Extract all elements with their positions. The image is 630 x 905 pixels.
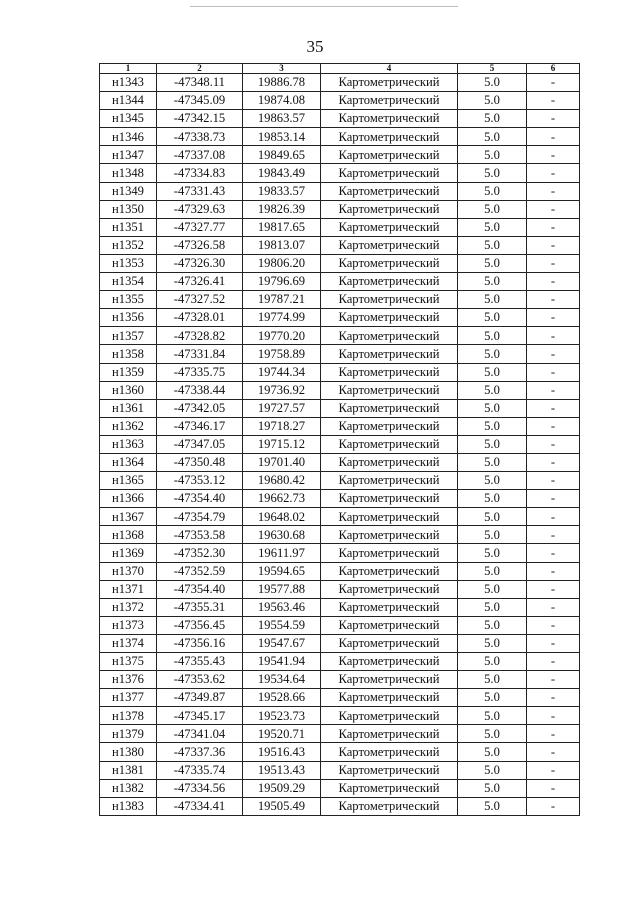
point-id-cell: н1365 bbox=[100, 472, 157, 490]
accuracy-cell: 5.0 bbox=[458, 128, 527, 146]
note-cell: - bbox=[527, 399, 580, 417]
y-coordinate-cell: 19554.59 bbox=[243, 616, 321, 634]
accuracy-cell: 5.0 bbox=[458, 435, 527, 453]
x-coordinate-cell: -47335.74 bbox=[157, 761, 243, 779]
x-coordinate-cell: -47345.09 bbox=[157, 92, 243, 110]
table-row bbox=[100, 74, 580, 92]
y-coordinate-cell: 19817.65 bbox=[243, 218, 321, 236]
x-coordinate-cell: -47326.41 bbox=[157, 273, 243, 291]
point-id-cell: н1351 bbox=[100, 218, 157, 236]
method-cell: Картометрический bbox=[321, 345, 458, 363]
note-cell: - bbox=[527, 254, 580, 272]
note-cell: - bbox=[527, 345, 580, 363]
x-coordinate-cell: -47345.17 bbox=[157, 707, 243, 725]
y-coordinate-cell: 19680.42 bbox=[243, 472, 321, 490]
point-id-cell: н1380 bbox=[100, 743, 157, 761]
x-coordinate-cell: -47341.04 bbox=[157, 725, 243, 743]
method-cell: Картометрический bbox=[321, 472, 458, 490]
method-cell: Картометрический bbox=[321, 761, 458, 779]
point-id-cell: н1366 bbox=[100, 490, 157, 508]
method-cell: Картометрический bbox=[321, 291, 458, 309]
accuracy-cell: 5.0 bbox=[458, 743, 527, 761]
method-cell: Картометрический bbox=[321, 653, 458, 671]
accuracy-cell: 5.0 bbox=[458, 490, 527, 508]
accuracy-cell: 5.0 bbox=[458, 580, 527, 598]
accuracy-cell: 5.0 bbox=[458, 797, 527, 815]
note-cell: - bbox=[527, 92, 580, 110]
method-cell: Картометрический bbox=[321, 309, 458, 327]
accuracy-cell: 5.0 bbox=[458, 616, 527, 634]
method-cell: Картометрический bbox=[321, 453, 458, 471]
y-coordinate-cell: 19886.78 bbox=[243, 74, 321, 92]
point-id-cell: н1376 bbox=[100, 671, 157, 689]
point-id-cell: н1367 bbox=[100, 508, 157, 526]
table-row bbox=[100, 164, 580, 182]
note-cell: - bbox=[527, 689, 580, 707]
point-id-cell: н1371 bbox=[100, 580, 157, 598]
method-cell: Картометрический bbox=[321, 725, 458, 743]
y-coordinate-cell: 19509.29 bbox=[243, 779, 321, 797]
x-coordinate-cell: -47353.12 bbox=[157, 472, 243, 490]
method-cell: Картометрический bbox=[321, 671, 458, 689]
table-row bbox=[100, 146, 580, 164]
method-cell: Картометрический bbox=[321, 74, 458, 92]
method-cell: Картометрический bbox=[321, 797, 458, 815]
note-cell: - bbox=[527, 128, 580, 146]
x-coordinate-cell: -47334.83 bbox=[157, 164, 243, 182]
x-coordinate-cell: -47356.45 bbox=[157, 616, 243, 634]
method-cell: Картометрический bbox=[321, 399, 458, 417]
point-id-cell: н1346 bbox=[100, 128, 157, 146]
table-row bbox=[100, 236, 580, 254]
page-number: 35 bbox=[306, 37, 324, 56]
point-id-cell: н1361 bbox=[100, 399, 157, 417]
method-cell: Картометрический bbox=[321, 526, 458, 544]
accuracy-cell: 5.0 bbox=[458, 218, 527, 236]
method-cell: Картометрический bbox=[321, 616, 458, 634]
y-coordinate-cell: 19833.57 bbox=[243, 182, 321, 200]
table-row bbox=[100, 472, 580, 490]
x-coordinate-cell: -47342.05 bbox=[157, 399, 243, 417]
note-cell: - bbox=[527, 273, 580, 291]
table-row bbox=[100, 743, 580, 761]
x-coordinate-cell: -47346.17 bbox=[157, 417, 243, 435]
point-id-cell: н1373 bbox=[100, 616, 157, 634]
column-header: 5 bbox=[458, 64, 527, 74]
accuracy-cell: 5.0 bbox=[458, 562, 527, 580]
accuracy-cell: 5.0 bbox=[458, 453, 527, 471]
table-row bbox=[100, 490, 580, 508]
note-cell: - bbox=[527, 453, 580, 471]
note-cell: - bbox=[527, 164, 580, 182]
column-header: 2 bbox=[157, 64, 243, 74]
table-row bbox=[100, 327, 580, 345]
note-cell: - bbox=[527, 381, 580, 399]
accuracy-cell: 5.0 bbox=[458, 598, 527, 616]
note-cell: - bbox=[527, 761, 580, 779]
accuracy-cell: 5.0 bbox=[458, 761, 527, 779]
point-id-cell: н1359 bbox=[100, 363, 157, 381]
x-coordinate-cell: -47353.58 bbox=[157, 526, 243, 544]
point-id-cell: н1357 bbox=[100, 327, 157, 345]
note-cell: - bbox=[527, 544, 580, 562]
y-coordinate-cell: 19770.20 bbox=[243, 327, 321, 345]
table-row bbox=[100, 92, 580, 110]
column-header: 3 bbox=[243, 64, 321, 74]
method-cell: Картометрический bbox=[321, 146, 458, 164]
note-cell: - bbox=[527, 671, 580, 689]
accuracy-cell: 5.0 bbox=[458, 164, 527, 182]
accuracy-cell: 5.0 bbox=[458, 381, 527, 399]
table-row bbox=[100, 634, 580, 652]
method-cell: Картометрический bbox=[321, 273, 458, 291]
point-id-cell: н1352 bbox=[100, 236, 157, 254]
point-id-cell: н1382 bbox=[100, 779, 157, 797]
x-coordinate-cell: -47347.05 bbox=[157, 435, 243, 453]
point-id-cell: н1353 bbox=[100, 254, 157, 272]
accuracy-cell: 5.0 bbox=[458, 363, 527, 381]
y-coordinate-cell: 19577.88 bbox=[243, 580, 321, 598]
note-cell: - bbox=[527, 653, 580, 671]
x-coordinate-cell: -47338.73 bbox=[157, 128, 243, 146]
accuracy-cell: 5.0 bbox=[458, 110, 527, 128]
point-id-cell: н1375 bbox=[100, 653, 157, 671]
point-id-cell: н1348 bbox=[100, 164, 157, 182]
y-coordinate-cell: 19758.89 bbox=[243, 345, 321, 363]
accuracy-cell: 5.0 bbox=[458, 182, 527, 200]
x-coordinate-cell: -47335.75 bbox=[157, 363, 243, 381]
accuracy-cell: 5.0 bbox=[458, 273, 527, 291]
accuracy-cell: 5.0 bbox=[458, 634, 527, 652]
x-coordinate-cell: -47331.43 bbox=[157, 182, 243, 200]
point-id-cell: н1369 bbox=[100, 544, 157, 562]
accuracy-cell: 5.0 bbox=[458, 653, 527, 671]
accuracy-cell: 5.0 bbox=[458, 725, 527, 743]
table-row bbox=[100, 580, 580, 598]
y-coordinate-cell: 19520.71 bbox=[243, 725, 321, 743]
point-id-cell: н1364 bbox=[100, 453, 157, 471]
accuracy-cell: 5.0 bbox=[458, 399, 527, 417]
x-coordinate-cell: -47354.40 bbox=[157, 580, 243, 598]
note-cell: - bbox=[527, 472, 580, 490]
note-cell: - bbox=[527, 309, 580, 327]
method-cell: Картометрический bbox=[321, 200, 458, 218]
note-cell: - bbox=[527, 236, 580, 254]
x-coordinate-cell: -47352.59 bbox=[157, 562, 243, 580]
table-row bbox=[100, 526, 580, 544]
method-cell: Картометрический bbox=[321, 508, 458, 526]
point-id-cell: н1377 bbox=[100, 689, 157, 707]
table-row bbox=[100, 707, 580, 725]
note-cell: - bbox=[527, 363, 580, 381]
method-cell: Картометрический bbox=[321, 218, 458, 236]
y-coordinate-cell: 19826.39 bbox=[243, 200, 321, 218]
table-row bbox=[100, 435, 580, 453]
table-row bbox=[100, 689, 580, 707]
table-row bbox=[100, 671, 580, 689]
accuracy-cell: 5.0 bbox=[458, 309, 527, 327]
x-coordinate-cell: -47326.30 bbox=[157, 254, 243, 272]
note-cell: - bbox=[527, 779, 580, 797]
accuracy-cell: 5.0 bbox=[458, 472, 527, 490]
y-coordinate-cell: 19662.73 bbox=[243, 490, 321, 508]
table-row bbox=[100, 653, 580, 671]
note-cell: - bbox=[527, 562, 580, 580]
y-coordinate-cell: 19787.21 bbox=[243, 291, 321, 309]
x-coordinate-cell: -47326.58 bbox=[157, 236, 243, 254]
note-cell: - bbox=[527, 435, 580, 453]
table-row bbox=[100, 254, 580, 272]
x-coordinate-cell: -47334.41 bbox=[157, 797, 243, 815]
method-cell: Картометрический bbox=[321, 490, 458, 508]
accuracy-cell: 5.0 bbox=[458, 146, 527, 164]
point-id-cell: н1343 bbox=[100, 74, 157, 92]
table-row bbox=[100, 779, 580, 797]
accuracy-cell: 5.0 bbox=[458, 779, 527, 797]
y-coordinate-cell: 19594.65 bbox=[243, 562, 321, 580]
table-row bbox=[100, 598, 580, 616]
table-row bbox=[100, 381, 580, 399]
point-id-cell: н1358 bbox=[100, 345, 157, 363]
column-header: 1 bbox=[100, 64, 157, 74]
method-cell: Картометрический bbox=[321, 381, 458, 399]
note-cell: - bbox=[527, 110, 580, 128]
table-row bbox=[100, 309, 580, 327]
method-cell: Картометрический bbox=[321, 580, 458, 598]
y-coordinate-cell: 19701.40 bbox=[243, 453, 321, 471]
note-cell: - bbox=[527, 634, 580, 652]
point-id-cell: н1378 bbox=[100, 707, 157, 725]
y-coordinate-cell: 19648.02 bbox=[243, 508, 321, 526]
method-cell: Картометрический bbox=[321, 92, 458, 110]
note-cell: - bbox=[527, 508, 580, 526]
x-coordinate-cell: -47353.62 bbox=[157, 671, 243, 689]
column-header: 6 bbox=[527, 64, 580, 74]
point-id-cell: н1381 bbox=[100, 761, 157, 779]
table-row bbox=[100, 544, 580, 562]
point-id-cell: н1355 bbox=[100, 291, 157, 309]
point-id-cell: н1383 bbox=[100, 797, 157, 815]
x-coordinate-cell: -47356.16 bbox=[157, 634, 243, 652]
method-cell: Картометрический bbox=[321, 327, 458, 345]
table-row bbox=[100, 417, 580, 435]
x-coordinate-cell: -47328.82 bbox=[157, 327, 243, 345]
x-coordinate-cell: -47348.11 bbox=[157, 74, 243, 92]
note-cell: - bbox=[527, 200, 580, 218]
table-row bbox=[100, 182, 580, 200]
note-cell: - bbox=[527, 182, 580, 200]
note-cell: - bbox=[527, 725, 580, 743]
point-id-cell: н1356 bbox=[100, 309, 157, 327]
x-coordinate-cell: -47334.56 bbox=[157, 779, 243, 797]
table-row bbox=[100, 128, 580, 146]
y-coordinate-cell: 19630.68 bbox=[243, 526, 321, 544]
point-id-cell: н1354 bbox=[100, 273, 157, 291]
point-id-cell: н1360 bbox=[100, 381, 157, 399]
table-row bbox=[100, 363, 580, 381]
header-row bbox=[100, 64, 580, 74]
method-cell: Картометрический bbox=[321, 743, 458, 761]
table-row bbox=[100, 399, 580, 417]
y-coordinate-cell: 19813.07 bbox=[243, 236, 321, 254]
x-coordinate-cell: -47337.36 bbox=[157, 743, 243, 761]
y-coordinate-cell: 19853.14 bbox=[243, 128, 321, 146]
point-id-cell: н1349 bbox=[100, 182, 157, 200]
method-cell: Картометрический bbox=[321, 164, 458, 182]
x-coordinate-cell: -47355.43 bbox=[157, 653, 243, 671]
table-row bbox=[100, 218, 580, 236]
table-row bbox=[100, 797, 580, 815]
accuracy-cell: 5.0 bbox=[458, 345, 527, 363]
table-row bbox=[100, 725, 580, 743]
y-coordinate-cell: 19718.27 bbox=[243, 417, 321, 435]
table-row bbox=[100, 345, 580, 363]
accuracy-cell: 5.0 bbox=[458, 417, 527, 435]
y-coordinate-cell: 19541.94 bbox=[243, 653, 321, 671]
y-coordinate-cell: 19727.57 bbox=[243, 399, 321, 417]
point-id-cell: н1350 bbox=[100, 200, 157, 218]
x-coordinate-cell: -47350.48 bbox=[157, 453, 243, 471]
top-rule bbox=[190, 6, 458, 7]
method-cell: Картометрический bbox=[321, 779, 458, 797]
method-cell: Картометрический bbox=[321, 598, 458, 616]
table-row bbox=[100, 453, 580, 471]
y-coordinate-cell: 19843.49 bbox=[243, 164, 321, 182]
x-coordinate-cell: -47355.31 bbox=[157, 598, 243, 616]
point-id-cell: н1368 bbox=[100, 526, 157, 544]
point-id-cell: н1363 bbox=[100, 435, 157, 453]
accuracy-cell: 5.0 bbox=[458, 544, 527, 562]
table-row bbox=[100, 508, 580, 526]
x-coordinate-cell: -47329.63 bbox=[157, 200, 243, 218]
x-coordinate-cell: -47337.08 bbox=[157, 146, 243, 164]
point-id-cell: н1362 bbox=[100, 417, 157, 435]
y-coordinate-cell: 19863.57 bbox=[243, 110, 321, 128]
note-cell: - bbox=[527, 526, 580, 544]
note-cell: - bbox=[527, 291, 580, 309]
x-coordinate-cell: -47327.77 bbox=[157, 218, 243, 236]
accuracy-cell: 5.0 bbox=[458, 327, 527, 345]
y-coordinate-cell: 19715.12 bbox=[243, 435, 321, 453]
accuracy-cell: 5.0 bbox=[458, 92, 527, 110]
x-coordinate-cell: -47338.44 bbox=[157, 381, 243, 399]
x-coordinate-cell: -47328.01 bbox=[157, 309, 243, 327]
method-cell: Картометрический bbox=[321, 254, 458, 272]
y-coordinate-cell: 19516.43 bbox=[243, 743, 321, 761]
y-coordinate-cell: 19523.73 bbox=[243, 707, 321, 725]
accuracy-cell: 5.0 bbox=[458, 671, 527, 689]
method-cell: Картометрический bbox=[321, 363, 458, 381]
column-header: 4 bbox=[321, 64, 458, 74]
y-coordinate-cell: 19528.66 bbox=[243, 689, 321, 707]
note-cell: - bbox=[527, 417, 580, 435]
point-id-cell: н1374 bbox=[100, 634, 157, 652]
note-cell: - bbox=[527, 74, 580, 92]
table-row bbox=[100, 200, 580, 218]
point-id-cell: н1372 bbox=[100, 598, 157, 616]
y-coordinate-cell: 19513.43 bbox=[243, 761, 321, 779]
x-coordinate-cell: -47352.30 bbox=[157, 544, 243, 562]
y-coordinate-cell: 19611.97 bbox=[243, 544, 321, 562]
accuracy-cell: 5.0 bbox=[458, 689, 527, 707]
x-coordinate-cell: -47354.40 bbox=[157, 490, 243, 508]
method-cell: Картометрический bbox=[321, 110, 458, 128]
table-row bbox=[100, 616, 580, 634]
table-row bbox=[100, 761, 580, 779]
accuracy-cell: 5.0 bbox=[458, 707, 527, 725]
x-coordinate-cell: -47331.84 bbox=[157, 345, 243, 363]
table-row bbox=[100, 110, 580, 128]
note-cell: - bbox=[527, 490, 580, 508]
x-coordinate-cell: -47354.79 bbox=[157, 508, 243, 526]
note-cell: - bbox=[527, 707, 580, 725]
x-coordinate-cell: -47327.52 bbox=[157, 291, 243, 309]
accuracy-cell: 5.0 bbox=[458, 200, 527, 218]
method-cell: Картометрический bbox=[321, 544, 458, 562]
note-cell: - bbox=[527, 616, 580, 634]
point-id-cell: н1345 bbox=[100, 110, 157, 128]
method-cell: Картометрический bbox=[321, 182, 458, 200]
note-cell: - bbox=[527, 598, 580, 616]
note-cell: - bbox=[527, 327, 580, 345]
x-coordinate-cell: -47342.15 bbox=[157, 110, 243, 128]
accuracy-cell: 5.0 bbox=[458, 74, 527, 92]
y-coordinate-cell: 19563.46 bbox=[243, 598, 321, 616]
table-row bbox=[100, 562, 580, 580]
point-id-cell: н1379 bbox=[100, 725, 157, 743]
y-coordinate-cell: 19774.99 bbox=[243, 309, 321, 327]
table-row bbox=[100, 291, 580, 309]
note-cell: - bbox=[527, 146, 580, 164]
point-id-cell: н1370 bbox=[100, 562, 157, 580]
point-id-cell: н1347 bbox=[100, 146, 157, 164]
accuracy-cell: 5.0 bbox=[458, 526, 527, 544]
note-cell: - bbox=[527, 218, 580, 236]
note-cell: - bbox=[527, 797, 580, 815]
method-cell: Картометрический bbox=[321, 236, 458, 254]
y-coordinate-cell: 19736.92 bbox=[243, 381, 321, 399]
accuracy-cell: 5.0 bbox=[458, 236, 527, 254]
note-cell: - bbox=[527, 743, 580, 761]
y-coordinate-cell: 19806.20 bbox=[243, 254, 321, 272]
accuracy-cell: 5.0 bbox=[458, 508, 527, 526]
method-cell: Картометрический bbox=[321, 435, 458, 453]
x-coordinate-cell: -47349.87 bbox=[157, 689, 243, 707]
y-coordinate-cell: 19534.64 bbox=[243, 671, 321, 689]
coordinates-table bbox=[99, 63, 580, 816]
table-row bbox=[100, 273, 580, 291]
method-cell: Картометрический bbox=[321, 634, 458, 652]
y-coordinate-cell: 19796.69 bbox=[243, 273, 321, 291]
method-cell: Картометрический bbox=[321, 562, 458, 580]
y-coordinate-cell: 19505.49 bbox=[243, 797, 321, 815]
accuracy-cell: 5.0 bbox=[458, 291, 527, 309]
accuracy-cell: 5.0 bbox=[458, 254, 527, 272]
point-id-cell: н1344 bbox=[100, 92, 157, 110]
method-cell: Картометрический bbox=[321, 417, 458, 435]
y-coordinate-cell: 19744.34 bbox=[243, 363, 321, 381]
method-cell: Картометрический bbox=[321, 689, 458, 707]
y-coordinate-cell: 19874.08 bbox=[243, 92, 321, 110]
method-cell: Картометрический bbox=[321, 707, 458, 725]
y-coordinate-cell: 19849.65 bbox=[243, 146, 321, 164]
method-cell: Картометрический bbox=[321, 128, 458, 146]
note-cell: - bbox=[527, 580, 580, 598]
y-coordinate-cell: 19547.67 bbox=[243, 634, 321, 652]
